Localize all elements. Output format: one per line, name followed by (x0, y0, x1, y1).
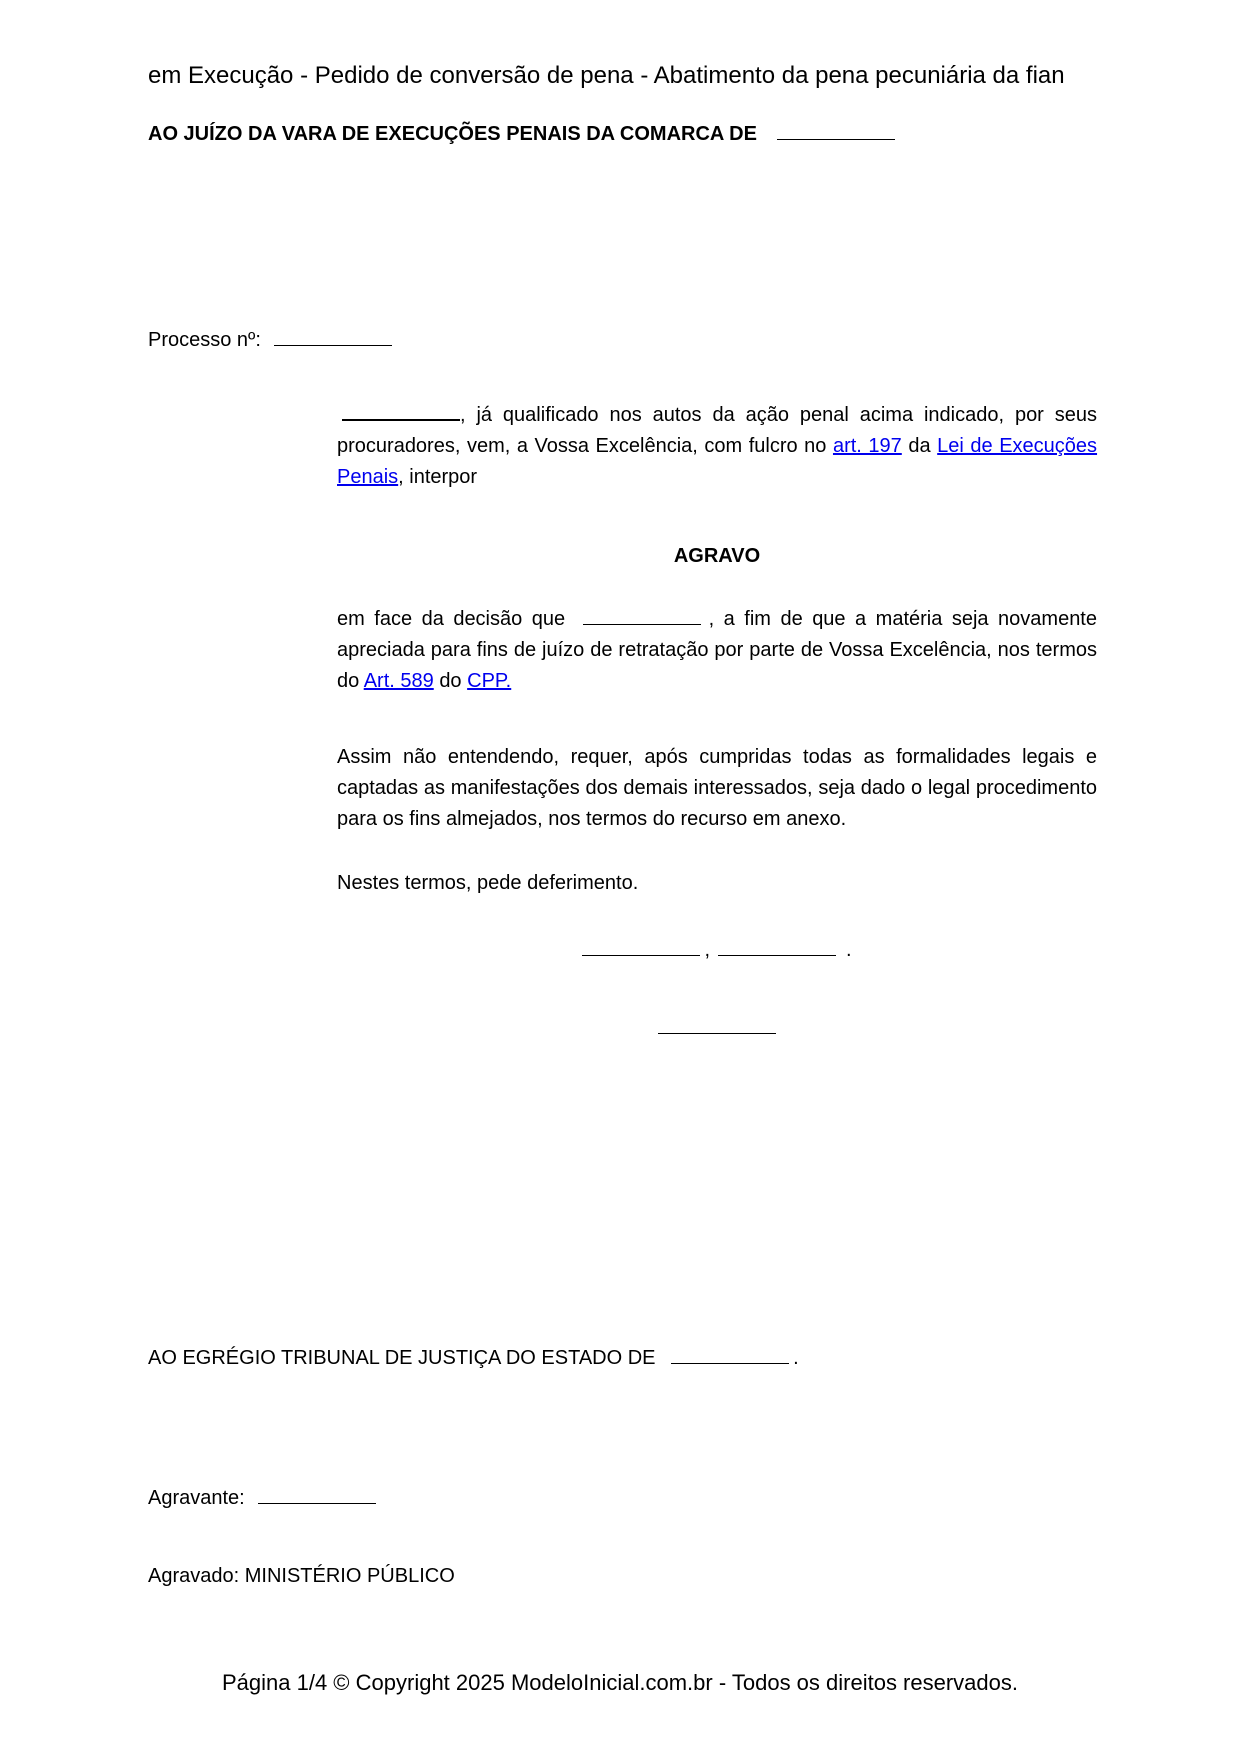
processo-label: Processo nº: (148, 329, 261, 351)
signature-blank (658, 1017, 776, 1034)
tribunal-address (148, 1344, 799, 1372)
tribunal-address-text: AO EGRÉGIO TRIBUNAL DE JUSTIÇA DO ESTADO DE (148, 1347, 656, 1369)
agravado-line: Agravado: MINISTÉRIO PÚBLICO (148, 1565, 455, 1587)
date-blank (718, 939, 836, 956)
intro-text-3: , interpor (398, 466, 478, 488)
signature-line (337, 1014, 1097, 1042)
decision-text-2: , a fim de que a matéria seja novamente apreciada para fins de juízo de retratação por parte de Vossa Excelência, nos termos do (337, 608, 1097, 692)
decision-blank (583, 608, 701, 625)
decision-paragraph (337, 604, 1097, 697)
intro-text-2: da (908, 435, 931, 457)
court-address-text: AO JUÍZO DA VARA DE EXECUÇÕES PENAIS DA COMARCA DE (148, 123, 757, 145)
comarca-blank (777, 123, 895, 140)
agravo-heading: AGRAVO (673, 545, 761, 567)
intro-paragraph (337, 400, 1097, 493)
art-589-link[interactable]: Art. 589 (363, 670, 434, 692)
cpp-link[interactable]: CPP. (467, 670, 512, 692)
processo-blank (274, 329, 392, 346)
decision-text-1: em face da decisão que (337, 608, 566, 630)
agravante-blank (258, 1487, 376, 1504)
court-address (148, 120, 895, 148)
date-period: . (846, 939, 852, 961)
city-blank (582, 939, 700, 956)
decision-text-3: do (439, 670, 462, 692)
tribunal-period: . (793, 1347, 799, 1369)
estado-blank (671, 1347, 789, 1364)
lei-execucoes-penais-link[interactable]: Lei de Execuções Penais (337, 435, 1098, 488)
party-name-blank (342, 403, 460, 421)
date-line (337, 936, 1097, 964)
agravante-line (148, 1484, 376, 1512)
document-header-title: em Execução - Pedido de conversão de pena - Abatimento da pena pecuniária da fian (148, 62, 1065, 89)
agravante-label: Agravante: (148, 1487, 245, 1509)
art-197-link[interactable]: art. 197 (832, 435, 902, 457)
intro-text-1: , já qualificado nos autos da ação penal acima indicado, por seus procuradores, vem, a Vossa Excelência, com fulcro no (337, 404, 1097, 457)
processo-line (148, 326, 392, 354)
request-paragraph: Assim não entendendo, requer, após cumpridas todas as formalidades legais e captadas as manifestações dos demais interessados, seja dado o legal procedimento para os fins almejados, nos termos do recurso em anexo. (337, 746, 1097, 830)
date-comma: , (704, 939, 710, 961)
page-footer: Página 1/4 © Copyright 2025 ModeloInicial.com.br - Todos os direitos reservados. (222, 1670, 1018, 1695)
closing-text: Nestes termos, pede deferimento. (337, 872, 639, 894)
